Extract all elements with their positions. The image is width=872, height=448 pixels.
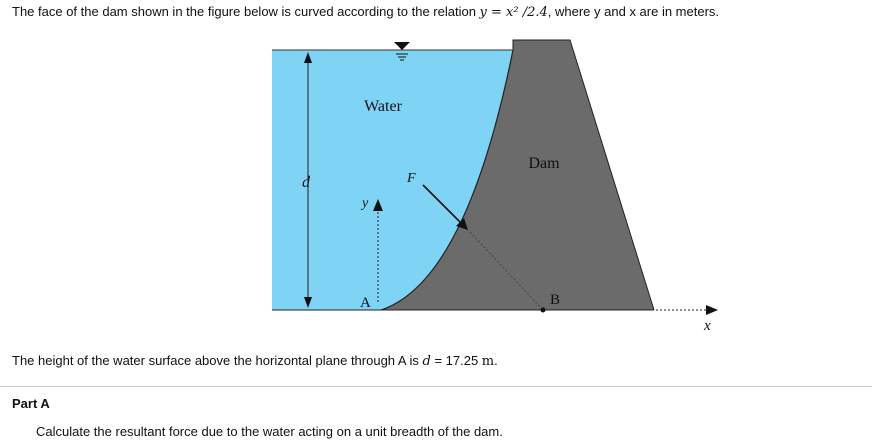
x-axis-arrow-icon <box>706 305 718 315</box>
dam-label: Dam <box>528 155 560 172</box>
point-b-marker <box>541 308 546 313</box>
water-label: Water <box>364 98 402 115</box>
point-a-label: A <box>360 295 371 311</box>
y-axis-label: y <box>362 196 369 211</box>
height-text-end: . <box>494 353 498 368</box>
height-value: = 17.25 <box>430 353 482 368</box>
relation-formula: y = x² /2.4 <box>479 5 548 20</box>
x-axis-label: x <box>704 318 711 334</box>
depth-d-label: d <box>302 174 310 191</box>
part-title: Part A <box>12 396 50 411</box>
intro-text-post: , where y and x are in meters. <box>547 4 720 19</box>
intro-text-pre: The face of the dam shown in the figure below is curved according to the relation <box>12 4 480 19</box>
height-statement <box>12 353 498 369</box>
height-variable: d <box>422 354 431 369</box>
height-text-pre: The height of the water surface above the horizontal plane through A is <box>12 353 423 368</box>
force-f-label: F <box>407 171 416 186</box>
section-divider <box>0 386 872 387</box>
part-question: Calculate the resultant force due to the water acting on a unit breadth of the dam. <box>36 424 503 439</box>
height-unit: m <box>481 354 495 369</box>
point-b-label: B <box>550 292 561 308</box>
